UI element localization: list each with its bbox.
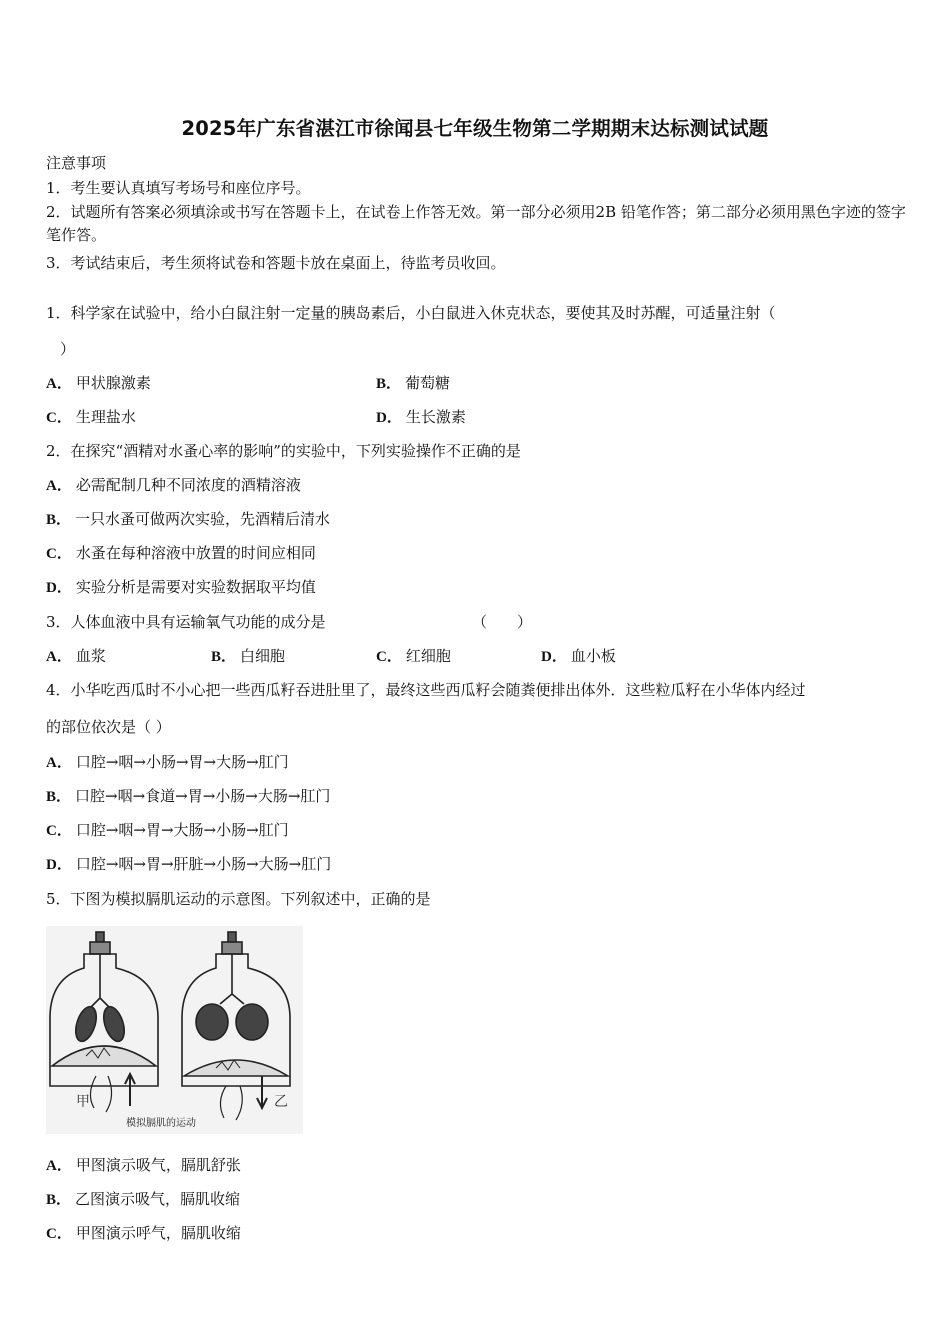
option-text: 乙图演示吸气，膈肌收缩 [75,1190,241,1208]
question-5-option-b[interactable] [46,1188,240,1209]
option-letter: A． [46,1158,72,1174]
option-text: 口腔→咽→胃→肝脏→小肠→大肠→肛门 [75,855,332,873]
option-text: 生理盐水 [75,408,136,426]
question-4-option-a[interactable] [46,751,289,772]
option-text: 甲图演示呼气，膈肌收缩 [75,1224,241,1242]
option-text: 甲状腺激素 [75,374,151,392]
option-text: 口腔→咽→食道→胃→小肠→大肠→肛门 [75,787,331,805]
question-3-option-d[interactable] [541,645,616,666]
option-letter: A． [46,755,72,771]
option-text: 生长激素 [405,408,466,426]
option-text: 口腔→咽→胃→大肠→小肠→肛门 [75,821,289,839]
option-letter: C． [46,546,72,562]
option-letter: C． [376,649,402,665]
diaphragm-model-diagram [46,926,303,1134]
question-2-option-d[interactable] [46,576,316,597]
question-4-option-d[interactable] [46,853,331,874]
question-5-stem: 5．下图为模拟膈肌运动的示意图。下列叙述中，正确的是 [46,890,431,908]
question-4-option-b[interactable] [46,785,330,806]
question-3-option-a[interactable] [46,645,106,666]
option-text: 白细胞 [240,647,286,665]
notice-heading: 注意事项 [46,154,107,172]
question-2-stem: 2．在探究“酒精对水蚤心率的影响”的实验中，下列实验操作不正确的是 [46,442,521,460]
question-1-stem: 1．科学家在试验中，给小白鼠注射一定量的胰岛素后，小白鼠进入休克状态，要使其及时苏醒，可适量注射（ [46,304,776,322]
diaphragm-model-figure [46,926,303,1134]
notice-item: 1．考生要认真填写考场号和座位序号。 [46,179,311,197]
option-letter: B． [46,512,72,528]
option-text: 血小板 [570,647,616,665]
option-letter: C． [46,823,72,839]
figure-label-left: 甲 [76,1094,90,1110]
question-1-option-c[interactable] [46,406,136,427]
question-4-stem: 4．小华吃西瓜时不小心把一些西瓜籽吞进肚里了，最终这些西瓜籽会随粪便排出体外．这些粒瓜籽在小华体内经过 [46,681,806,699]
question-4-option-c[interactable] [46,819,289,840]
question-3-option-c[interactable] [376,645,451,666]
question-1-option-b[interactable] [376,372,450,393]
option-letter: C． [46,410,72,426]
question-1-option-a[interactable] [46,372,151,393]
notice-item: 3．考试结束后，考生须将试卷和答题卡放在桌面上，待监考员收回。 [46,254,506,272]
option-text: 血浆 [75,647,106,665]
option-letter: A． [46,649,72,665]
option-text: 水蚤在每种溶液中放置的时间应相同 [75,544,316,562]
option-text: 红细胞 [405,647,451,665]
option-letter: D． [46,857,72,873]
option-letter: D． [376,410,402,426]
figure-label-right: 乙 [274,1094,288,1110]
question-3-option-b[interactable] [211,645,285,666]
question-1-stem-end: ） [60,340,76,358]
option-letter: D． [46,580,72,596]
question-2-option-b[interactable] [46,508,330,529]
figure-caption: 模拟膈肌的运动 [126,1118,196,1129]
option-text: 一只水蚤可做两次实验，先酒精后清水 [75,510,331,528]
option-letter: B． [376,376,402,392]
option-letter: C． [46,1226,72,1242]
page-title: 2025年广东省湛江市徐闻县七年级生物第二学期期末达标测试试题 [181,117,769,140]
option-letter: B． [211,649,237,665]
option-letter: A． [46,376,72,392]
question-5-option-a[interactable] [46,1154,241,1175]
option-letter: D． [541,649,567,665]
option-letter: B． [46,1192,72,1208]
option-letter: B． [46,789,72,805]
option-text: 葡萄糖 [405,374,451,392]
option-letter: A． [46,478,72,494]
question-4-stem-end: 的部位依次是（ ） [46,718,171,736]
notice-item: 2．试题所有答案必须填涂或书写在答题卡上，在试卷上作答无效。第一部分必须用2B 铅笔作答；第二部分必须用黑色字迹的签字笔作答。 [46,203,906,244]
question-5-option-c[interactable] [46,1222,241,1243]
option-text: 实验分析是需要对实验数据取平均值 [75,578,316,596]
question-1-option-d[interactable] [376,406,466,427]
option-text: 口腔→咽→小肠→胃→大肠→肛门 [75,753,289,771]
question-2-option-a[interactable] [46,474,301,495]
option-text: 必需配制几种不同浓度的酒精溶液 [75,476,301,494]
question-3-blank: （ ） [472,613,533,631]
question-2-option-c[interactable] [46,542,316,563]
option-text: 甲图演示吸气，膈肌舒张 [75,1156,241,1174]
question-3-stem: 3．人体血液中具有运输氧气功能的成分是 [46,613,326,631]
